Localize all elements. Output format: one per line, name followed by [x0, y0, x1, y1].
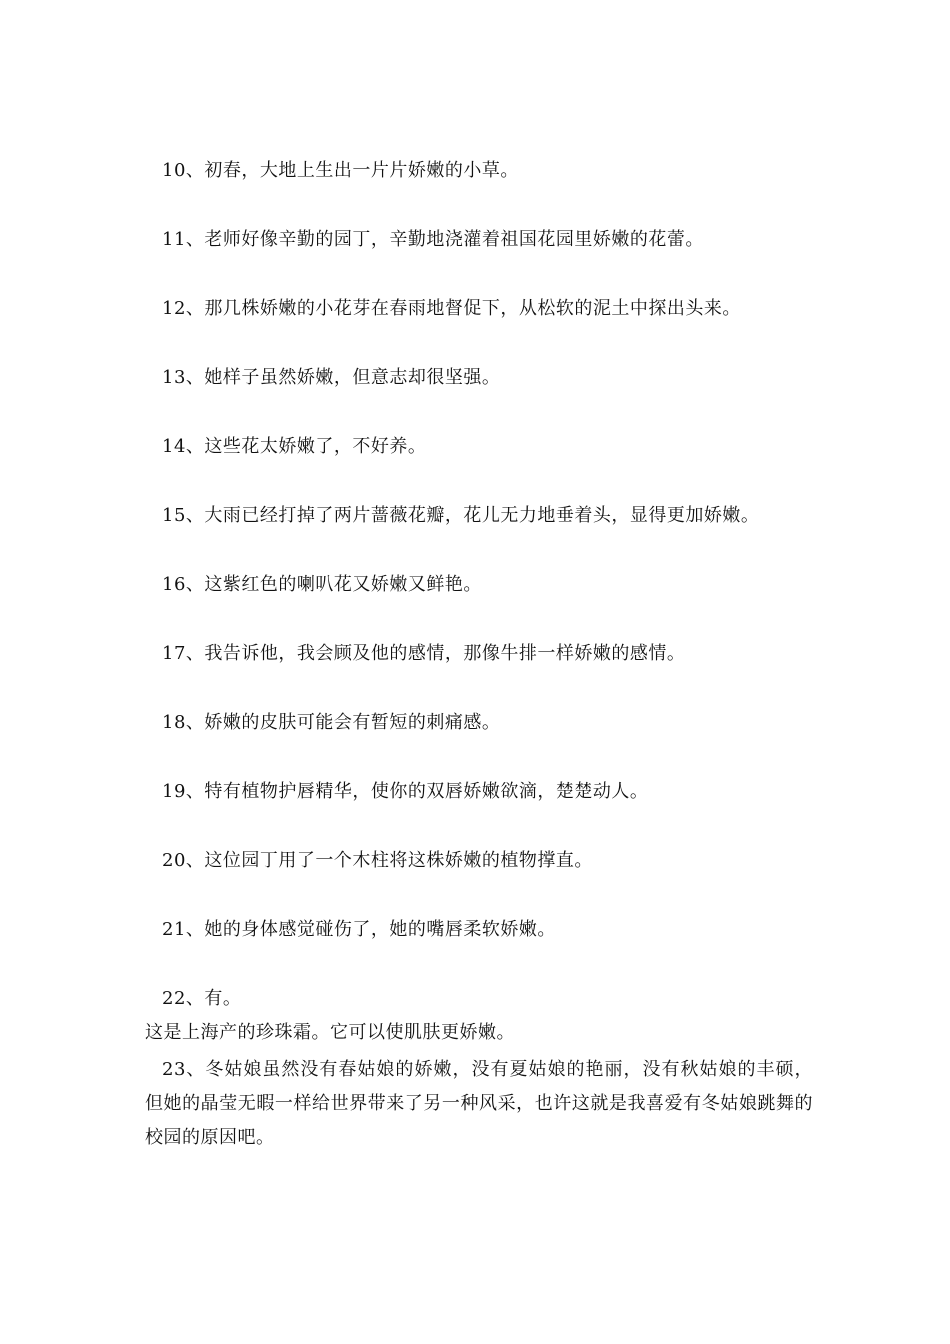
sentence-13: 13、她样子虽然娇嫩，但意志却很坚强。 — [162, 367, 501, 388]
sentence-11: 11、老师好像辛勤的园丁，辛勤地浇灌着祖国花园里娇嫩的花蕾。 — [162, 229, 704, 250]
sentence-17: 17、我告诉他，我会顾及他的感情，那像牛排一样娇嫩的感情。 — [162, 643, 686, 664]
sentence-20: 20、这位园丁用了一个木柱将这株娇嫩的植物撑直。 — [162, 850, 593, 871]
sentence-22-continuation: 这是上海产的珍珠霜。它可以使肌肤更娇嫩。 — [145, 1022, 515, 1043]
sentence-12: 12、那几株娇嫩的小花芽在春雨地督促下，从松软的泥土中探出头来。 — [162, 298, 741, 319]
sentence-16: 16、这紫红色的喇叭花又娇嫩又鲜艳。 — [162, 574, 482, 595]
sentence-15: 15、大雨已经打掉了两片蔷薇花瓣，花儿无力地垂着头，显得更加娇嫩。 — [162, 505, 760, 526]
sentence-22: 22、有。 — [162, 988, 242, 1009]
sentence-10: 10、初春，大地上生出一片片娇嫩的小草。 — [162, 160, 519, 181]
sentence-19: 19、特有植物护唇精华，使你的双唇娇嫩欲滴，楚楚动人。 — [162, 781, 649, 802]
sentence-21: 21、她的身体感觉碰伤了，她的嘴唇柔软娇嫩。 — [162, 919, 556, 940]
sentence-18: 18、娇嫩的皮肤可能会有暂短的刺痛感。 — [162, 712, 501, 733]
sentence-23-paragraph: 23、冬姑娘虽然没有春姑娘的娇嫩，没有夏姑娘的艳丽，没有秋姑娘的丰硕，但她的晶莹无暇一样给世界带来了另一种风采，也许这就是我喜爱有冬姑娘跳舞的校园的原因吧。 — [145, 1059, 813, 1148]
sentence-14: 14、这些花太娇嫩了，不好养。 — [162, 436, 427, 457]
